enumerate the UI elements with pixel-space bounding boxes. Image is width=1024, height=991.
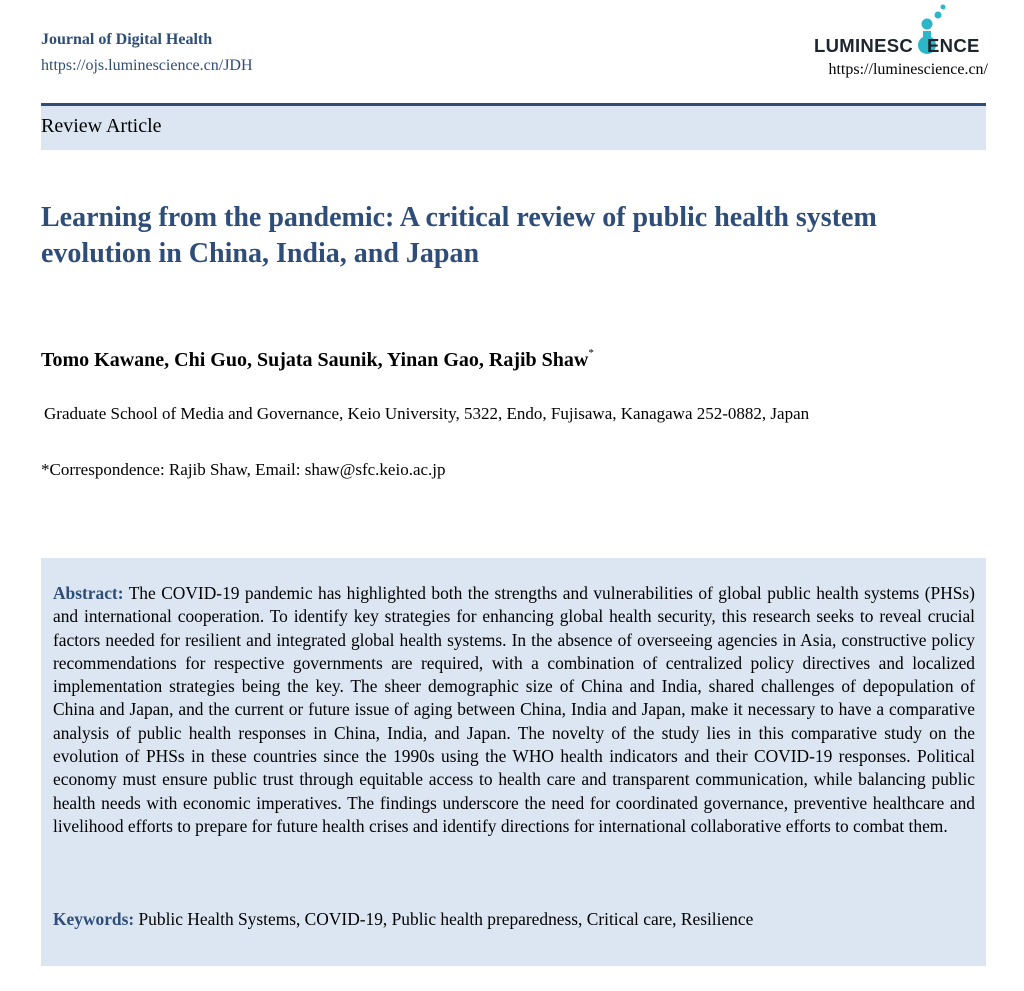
logo-text-part-1: LUMINESC [814, 35, 914, 56]
article-type-label: Review Article [41, 115, 162, 137]
logo-wordmark [814, 35, 980, 57]
logo-text-part-2: ENCE [927, 35, 980, 56]
author-affiliation: Graduate School of Media and Governance, Keio University, 5322, Endo, Fujisawa, Kanagawa 252-0882, Japan [44, 404, 810, 423]
author-names: Tomo Kawane, Chi Guo, Sujata Saunik, Yinan Gao, Rajib Shaw [41, 349, 589, 371]
correspondence-line: *Correspondence: Rajib Shaw, Email: shaw@sfc.keio.ac.jp [41, 460, 446, 479]
publisher-logo [814, 4, 988, 56]
keywords-line [53, 909, 753, 930]
abstract-paragraph [53, 582, 975, 838]
abstract-label: Abstract: [53, 583, 124, 603]
corresponding-author-mark: * [588, 347, 594, 359]
abstract-panel [41, 558, 986, 966]
article-type-band [41, 106, 986, 150]
publisher-url-link[interactable]: https://luminescience.cn/ [828, 61, 988, 78]
journal-name: Journal of Digital Health [41, 31, 213, 48]
page-header [0, 0, 1024, 104]
article-title: Learning from the pandemic: A critical review of public health system evolution in China, India, and Japan [41, 202, 877, 269]
abstract-text: The COVID-19 pandemic has highlighted both the strengths and vulnerabilities of global public health systems (PHSs) and international cooperation. To identify key strategies for enhancing global health security, this research seeks to reveal crucial factors needed for resilient and integrated global health systems. In the absence of overseeing agencies in Asia, constructive policy recommendations for respective governments are required, with a combination of centralized policy directives and localized implementation strategies being the key. The sheer demographic size of China and India, shared challenges of depopulation of China and Japan, and the current or future issue of aging between China, India and Japan, make it necessary to have a comparative analysis of public health responses in China, India, and Japan. The novelty of the study lies in this comparative study on the evolution of PHSs in these countries since the 1990s using the WHO health indicators and their COVID-19 responses. Political economy must ensure public trust through equitable access to health care and transparent communication, while balancing public health needs with economic imperatives. The findings underscore the need for coordinated governance, preventive healthcare and livelihood efforts to prepare for future health crises and identify directions for international collaborative efforts to combat them. [53, 583, 975, 836]
keywords-label: Keywords: [53, 909, 135, 929]
keywords-text: Public Health Systems, COVID-19, Public health preparedness, Critical care, Resilience [138, 909, 754, 929]
author-list [41, 349, 594, 372]
journal-url-link[interactable]: https://ojs.luminescience.cn/JDH [41, 57, 253, 74]
